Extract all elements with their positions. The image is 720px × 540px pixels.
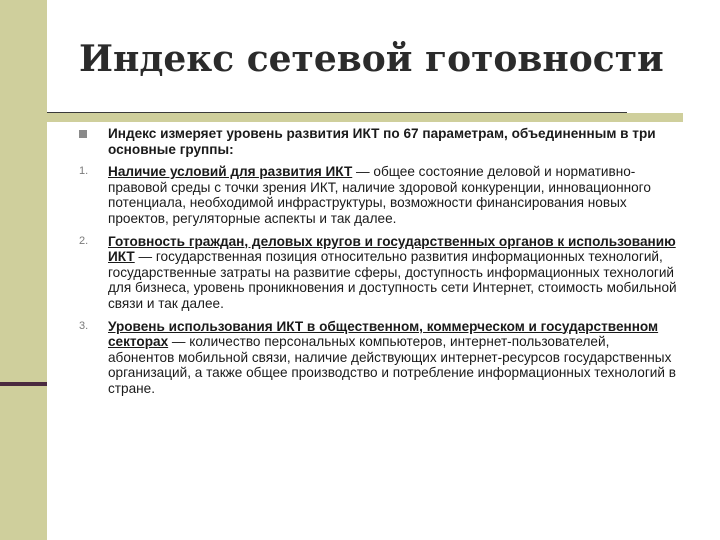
list-item-1 bbox=[79, 164, 679, 226]
bullet-marker bbox=[79, 126, 101, 144]
list-item-2 bbox=[79, 234, 679, 312]
item-number: 2. bbox=[79, 234, 89, 247]
item-description: — государственная позиция относительно развития информационных технологий, государственные затраты на развитие сферы, доступность информационных технологий для бизнеса, уровень проникновения и доступность сети Интернет, стоимость мобильной связи и так далее. bbox=[108, 249, 677, 311]
list-item-3 bbox=[79, 319, 679, 397]
item-heading: Уровень использования ИКТ в общественном, коммерческом и государственном секторах bbox=[108, 318, 659, 350]
title-underline-bar bbox=[47, 113, 683, 122]
item-description: — общее состояние деловой и нормативно-правовой среды с точки зрения ИКТ, наличие здоровой конкуренции, инновационного потенциала, необходимой инфраструктуры, возможности финансирования новых проектов, регуляторные аспекты и так далее. bbox=[108, 164, 651, 226]
intro-text: Индекс измеряет уровень развития ИКТ по 67 параметрам, объединенным в три основные группы: bbox=[108, 126, 656, 157]
left-decorative-band bbox=[0, 0, 47, 540]
item-description: — количество персональных компьютеров, интернет-пользователей, абонентов мобильной связи, наличие действующих интернет-ресурсов государственных организаций, а также общее производство и потребление информационных технологий в стране. bbox=[108, 334, 676, 396]
item-number: 1. bbox=[79, 165, 89, 178]
item-heading: Готовность граждан, деловых кругов и государственных органов к использованию ИКТ bbox=[108, 233, 676, 265]
slide-content bbox=[79, 126, 679, 404]
item-number: 3. bbox=[79, 319, 89, 332]
intro-bullet bbox=[79, 126, 679, 157]
slide-title: Индекс сетевой готовности bbox=[79, 38, 664, 80]
item-heading: Наличие условий для развития ИКТ bbox=[108, 164, 353, 180]
left-accent-stripe bbox=[0, 382, 47, 386]
square-bullet-icon bbox=[79, 130, 87, 138]
